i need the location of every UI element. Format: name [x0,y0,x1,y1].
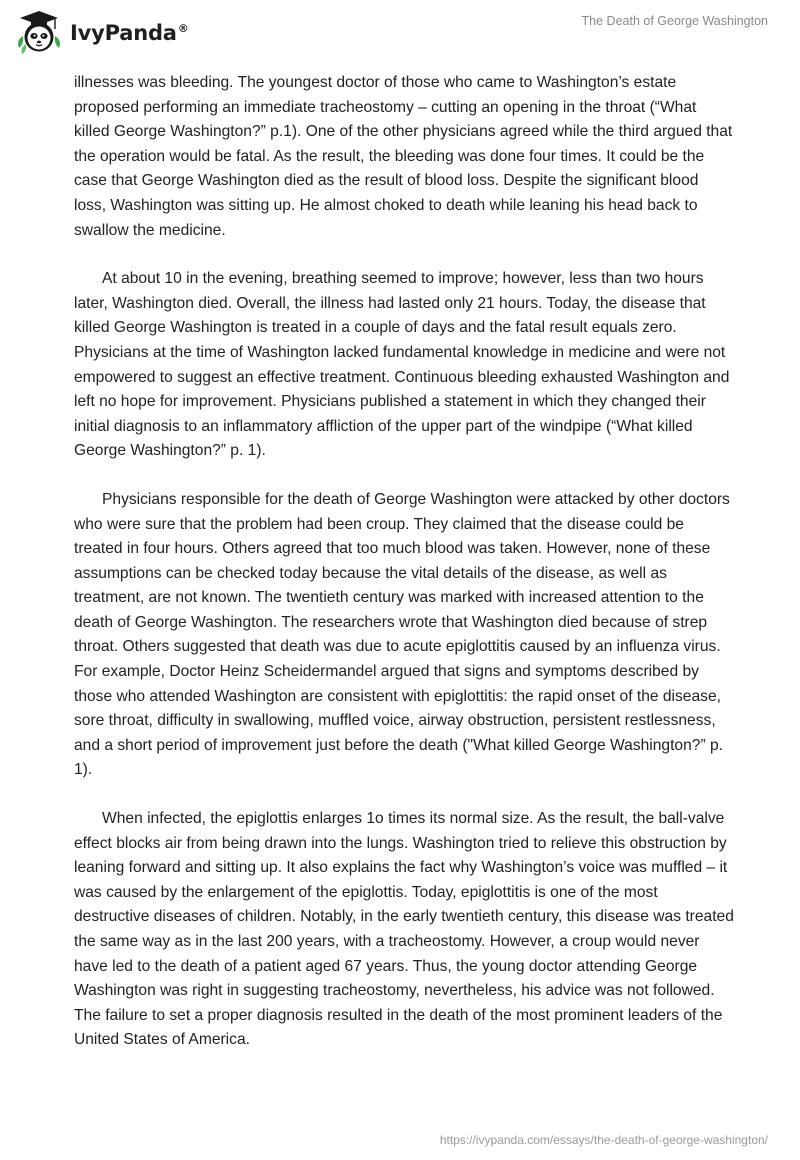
essay-paragraph-3: Physicians responsible for the death of George Washington were attacked by other doctors who were sure that the problem had been croup. They claimed that the disease could be treated in four hours. Others agreed that too much blood was taken. However, none of these assumptions can be checked today because the vital details of the disease, as well as treatment, are not known. The twentieth century was marked with increased attention to the death of George Washington. The researchers wrote that Washington died because of strep throat. Others suggested that death was due to acute epiglottitis caused by an influenza virus. For example, Doctor Heinz Scheidermandel argued that signs and symptoms described by those who attended Washington are consistent with epiglottitis: the rapid onset of the disease, sore throat, difficulty in swallowing, muffled voice, airway obstruction, persistent restlessness, and a short period of improvement just before the death ("What killed George Washington?” p. 1). [74,490,730,779]
essay-body [74,71,734,1077]
page-header [0,0,800,70]
essay-paragraph-4: When infected, the epiglottis enlarges 1o times its normal size. As the result, the ball-valve effect blocks air from being drawn into the lungs. Washington tried to relieve this obstruction by leaning forward and sitting up. It also explains the fact why Washington’s voice was muffled – it was caused by the enlargement of the epiglottis. Today, epiglottitis is one of the most destructive diseases of children. Notably, in the early twentieth century, this disease was treated the same way as in the last 200 years, with a tracheostomy. However, a croup would never have led to the death of a patient aged 67 years. Thus, the young doctor attending George Washington was right in suggesting tracheostomy, nevertheless, his advice was not followed. The failure to set a proper diagnosis resulted in the death of the most prominent leaders of the United States of America. [74,810,734,1049]
essay-paragraph-2: At about 10 in the evening, breathing seemed to improve; however, less than two hours later, Washington died. Overall, the illness had lasted only 21 hours. Today, the disease that killed George Washington is treated in a couple of days and the fatal result equals zero. Physicians at the time of Washington lacked fundamental knowledge in medicine and were not empowered to suggest an effective treatment. Continuous bleeding exhausted Washington and left no hope for improvement. Physicians published a statement in which they changed their initial diagnosis to an inflammatory affliction of the upper part of the windpipe (“What killed George Washington?” p. 1). [74,270,730,460]
brand-name-text: IvyPanda [70,21,177,45]
ivypanda-logo[interactable] [14,10,189,54]
brand-name [70,21,189,45]
document-title: The Death of George Washington [581,14,768,28]
registered-mark: ® [177,22,189,35]
panda-logo-icon [14,10,64,54]
source-url[interactable]: https://ivypanda.com/essays/the-death-of-george-washington/ [439,1133,768,1147]
essay-paragraph-1: illnesses was bleeding. The youngest doctor of those who came to Washington’s estate proposed performing an immediate tracheostomy – cutting an opening in the throat (“What killed George Washington?” p.1). One of the other physicians agreed while the third argued that the operation would be fatal. As the result, the bleeding was done four times. It could be the case that George Washington died as the result of blood loss. Despite the significant blood loss, Washington was sitting up. He almost choked to death while leaning his head back to swallow the medicine. [74,74,733,239]
